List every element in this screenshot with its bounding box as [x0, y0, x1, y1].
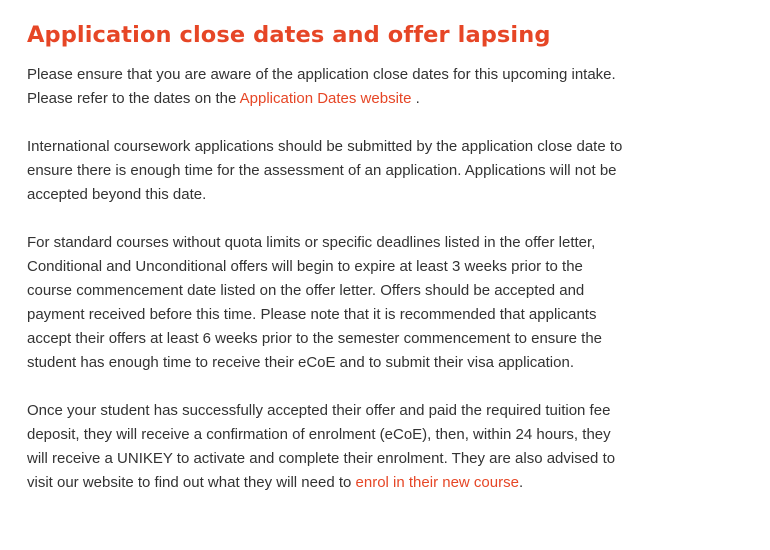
text-line: visit our website to find out what they will need to	[27, 474, 356, 491]
page-title: Application close dates and offer lapsing	[27, 22, 551, 48]
text-line: Once your student has successfully accepted their offer and paid the required tuition fee	[27, 402, 611, 419]
text-line: International coursework applications should be submitted by the application close date to	[27, 138, 623, 155]
text-line: .	[518, 474, 524, 491]
text-line: For standard courses without quota limits or specific deadlines listed in the offer letter,	[27, 234, 596, 251]
paragraph-enrolment	[27, 399, 747, 495]
text-line: accept their offers at least 6 weeks prior to the semester commencement to ensure the	[27, 330, 603, 347]
paragraph-offer-expiry	[27, 231, 747, 375]
text-line: deposit, they will receive a confirmation of enrolment (eCoE), then, within 24 hours, they	[27, 426, 611, 443]
text-line: course commencement date listed on the offer letter. Offers should be accepted and	[27, 282, 585, 299]
paragraph-application-dates	[27, 63, 747, 111]
text-line: Conditional and Unconditional offers will begin to expire at least 3 weeks prior to the	[27, 258, 583, 275]
application-dates-link[interactable]: Application Dates website	[239, 90, 412, 107]
text-line: Please ensure that you are aware of the application close dates for this upcoming intake.	[27, 66, 616, 83]
text-line: .	[411, 90, 420, 107]
text-line: payment received before this time. Please note that it is recommended that applicants	[27, 306, 597, 323]
paragraph-international-applications	[27, 135, 747, 207]
article-content	[27, 20, 747, 519]
text-line: ensure there is enough time for the assessment of an application. Applications will not be	[27, 162, 617, 179]
text-line: will receive a UNIKEY to activate and complete their enrolment. They are also advised to	[27, 450, 616, 467]
text-line: Please refer to the dates on the	[27, 90, 240, 107]
text-line: student has enough time to receive their eCoE and to submit their visa application.	[27, 354, 574, 371]
enrol-link[interactable]: enrol in their new course	[355, 474, 519, 491]
text-line: accepted beyond this date.	[27, 186, 207, 203]
